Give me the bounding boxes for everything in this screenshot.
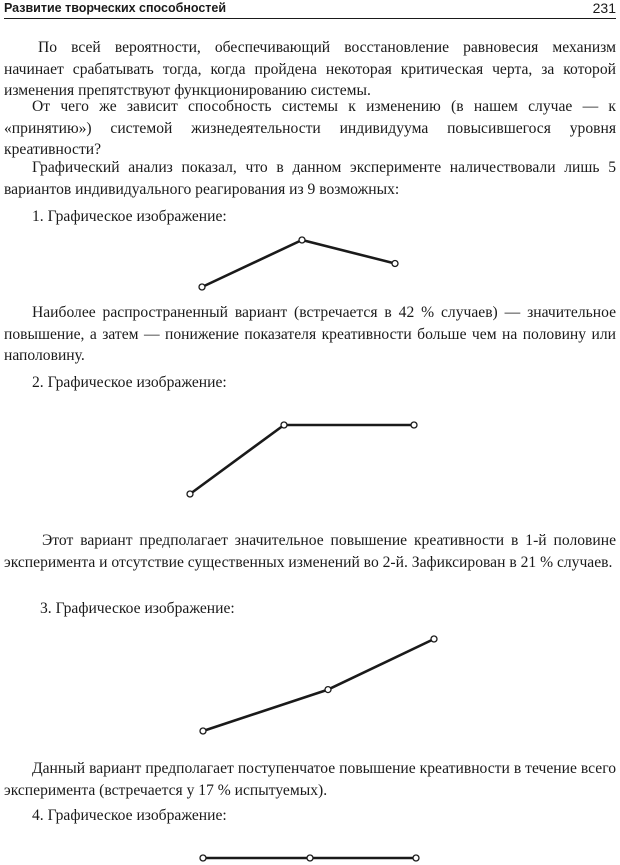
graph-4-point <box>307 855 313 861</box>
paragraph-variant-3: Данный вариант предполагает поступенчатое повышение креативности в течение всего эксперимента (встречается у 17 % испытуемых). <box>4 760 616 799</box>
graph-4-point <box>413 855 419 861</box>
paragraph-variant-2: Этот вариант предполагает значительное повышение креативности в 1-й половине эксперимента и отсутствие существенных изменений во 2-й. Зафиксирован в 21 % случаев. <box>4 532 616 571</box>
paragraph-variant-1: Наиболее распространенный вариант (встречается в 42 % случаев) — значительное повышение, а затем — понижение показателя креативности больше чем на половину или наполовину. <box>4 304 616 364</box>
paragraph-equilibrium: По всей вероятности, обеспечивающий восстановление равновесия механизм начинает срабатывать тогда, когда пройдена некоторая критическая черта, за которой изменения препятствуют функционированию системы. <box>4 39 616 99</box>
graph-4-point <box>200 855 206 861</box>
caption-graph-4: 4. Графическое изображение: <box>32 807 227 824</box>
page-number: 231 <box>592 0 616 16</box>
running-header-title: Развитие творческих способностей <box>4 1 227 15</box>
caption-graph-2: 2. Графическое изображение: <box>32 374 227 391</box>
caption-graph-3: 3. Графическое изображение: <box>40 600 235 617</box>
paragraph-question: От чего же зависит способность системы к изменению (в нашем случае — к «принятию») системой жизнедеятельности индивидуума повысившегося уровня креативности? <box>4 98 616 158</box>
caption-graph-1: 1. Графическое изображение: <box>32 208 227 225</box>
paragraph-graphic-analysis: Графический анализ показал, что в данном эксперименте наличествовали лишь 5 вариантов индивидуального реагирования из 9 возможных: <box>4 159 616 198</box>
